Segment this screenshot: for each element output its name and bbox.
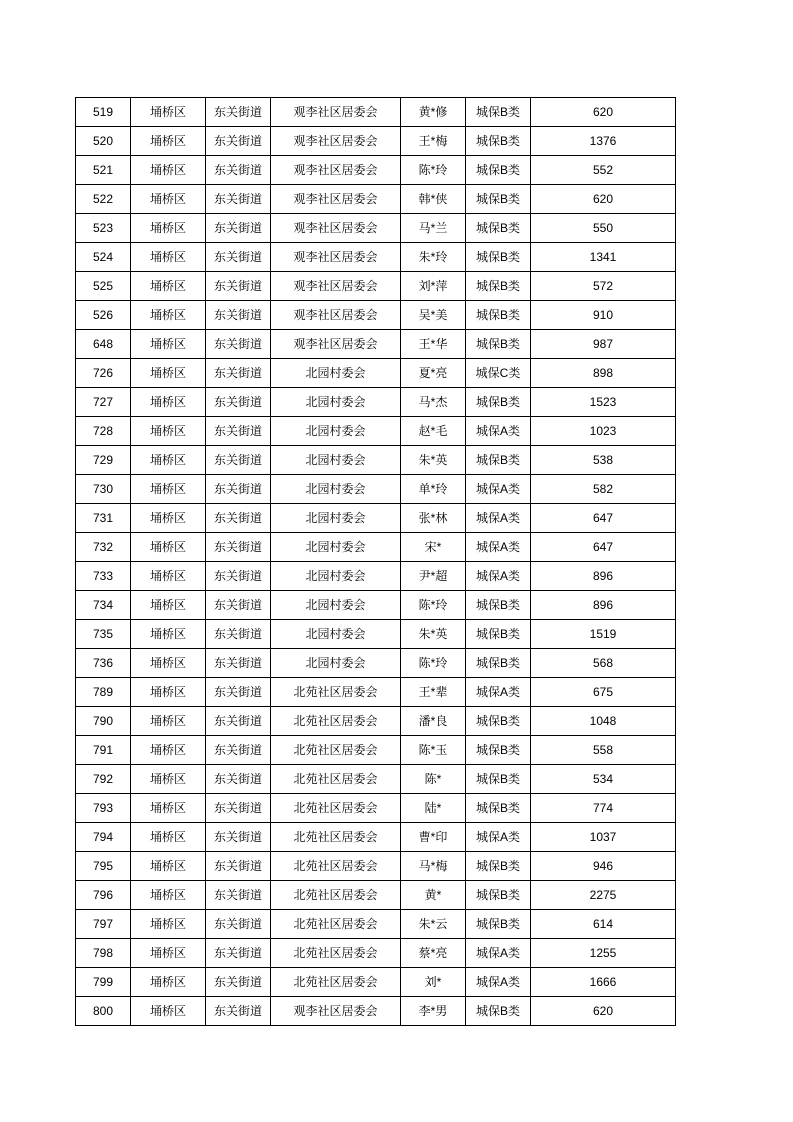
cell-committee: 北苑社区居委会 [271, 736, 401, 765]
cell-committee: 北苑社区居委会 [271, 765, 401, 794]
cell-category: 城保B类 [466, 156, 531, 185]
table-row [76, 156, 676, 185]
cell-district: 埇桥区 [131, 939, 206, 968]
cell-category: 城保B类 [466, 620, 531, 649]
cell-district: 埇桥区 [131, 794, 206, 823]
cell-amount: 620 [531, 997, 676, 1026]
table-row [76, 417, 676, 446]
cell-category: 城保B类 [466, 388, 531, 417]
cell-district: 埇桥区 [131, 127, 206, 156]
cell-street: 东关街道 [206, 127, 271, 156]
cell-amount: 1255 [531, 939, 676, 968]
cell-district: 埇桥区 [131, 272, 206, 301]
subsistence-allowance-table [75, 97, 676, 1026]
cell-seq: 729 [76, 446, 131, 475]
cell-amount: 582 [531, 475, 676, 504]
cell-seq: 524 [76, 243, 131, 272]
cell-street: 东关街道 [206, 620, 271, 649]
cell-district: 埇桥区 [131, 330, 206, 359]
cell-district: 埇桥区 [131, 852, 206, 881]
cell-category: 城保B类 [466, 185, 531, 214]
cell-district: 埇桥区 [131, 620, 206, 649]
cell-category: 城保A类 [466, 678, 531, 707]
cell-committee: 观李社区居委会 [271, 214, 401, 243]
cell-committee: 观李社区居委会 [271, 98, 401, 127]
table-row [76, 794, 676, 823]
cell-category: 城保B类 [466, 214, 531, 243]
cell-seq: 792 [76, 765, 131, 794]
cell-category: 城保B类 [466, 243, 531, 272]
cell-amount: 534 [531, 765, 676, 794]
cell-person-name: 马*兰 [401, 214, 466, 243]
cell-person-name: 曹*印 [401, 823, 466, 852]
cell-committee: 观李社区居委会 [271, 127, 401, 156]
table-row [76, 301, 676, 330]
cell-street: 东关街道 [206, 156, 271, 185]
cell-person-name: 刘* [401, 968, 466, 997]
cell-amount: 568 [531, 649, 676, 678]
cell-seq: 519 [76, 98, 131, 127]
cell-committee: 观李社区居委会 [271, 272, 401, 301]
cell-committee: 观李社区居委会 [271, 997, 401, 1026]
cell-committee: 北园村委会 [271, 620, 401, 649]
cell-committee: 北苑社区居委会 [271, 794, 401, 823]
cell-category: 城保A类 [466, 533, 531, 562]
cell-person-name: 赵*毛 [401, 417, 466, 446]
cell-seq: 789 [76, 678, 131, 707]
cell-amount: 550 [531, 214, 676, 243]
table-row [76, 330, 676, 359]
cell-street: 东关街道 [206, 417, 271, 446]
table-row [76, 910, 676, 939]
cell-street: 东关街道 [206, 881, 271, 910]
cell-committee: 北苑社区居委会 [271, 910, 401, 939]
cell-seq: 648 [76, 330, 131, 359]
cell-committee: 北园村委会 [271, 504, 401, 533]
cell-person-name: 王*华 [401, 330, 466, 359]
cell-amount: 647 [531, 533, 676, 562]
cell-committee: 北苑社区居委会 [271, 707, 401, 736]
cell-amount: 558 [531, 736, 676, 765]
cell-street: 东关街道 [206, 678, 271, 707]
cell-amount: 987 [531, 330, 676, 359]
cell-amount: 1666 [531, 968, 676, 997]
cell-committee: 观李社区居委会 [271, 301, 401, 330]
cell-person-name: 夏*亮 [401, 359, 466, 388]
cell-street: 东关街道 [206, 243, 271, 272]
table-row [76, 533, 676, 562]
cell-category: 城保B类 [466, 997, 531, 1026]
cell-person-name: 马*梅 [401, 852, 466, 881]
table-row [76, 214, 676, 243]
table-row [76, 359, 676, 388]
cell-seq: 521 [76, 156, 131, 185]
table-row [76, 185, 676, 214]
cell-person-name: 陈*玉 [401, 736, 466, 765]
cell-street: 东关街道 [206, 98, 271, 127]
cell-amount: 1048 [531, 707, 676, 736]
cell-amount: 896 [531, 591, 676, 620]
cell-amount: 620 [531, 185, 676, 214]
cell-category: 城保A类 [466, 417, 531, 446]
cell-street: 东关街道 [206, 446, 271, 475]
cell-amount: 774 [531, 794, 676, 823]
cell-seq: 795 [76, 852, 131, 881]
cell-category: 城保B类 [466, 881, 531, 910]
table-row [76, 272, 676, 301]
cell-district: 埇桥区 [131, 185, 206, 214]
cell-category: 城保A类 [466, 968, 531, 997]
table-row [76, 736, 676, 765]
cell-category: 城保B类 [466, 910, 531, 939]
cell-committee: 北园村委会 [271, 359, 401, 388]
cell-person-name: 朱*玲 [401, 243, 466, 272]
cell-committee: 观李社区居委会 [271, 330, 401, 359]
cell-person-name: 潘*良 [401, 707, 466, 736]
cell-amount: 946 [531, 852, 676, 881]
cell-category: 城保B类 [466, 707, 531, 736]
cell-amount: 675 [531, 678, 676, 707]
cell-street: 东关街道 [206, 707, 271, 736]
cell-category: 城保C类 [466, 359, 531, 388]
cell-person-name: 黄*修 [401, 98, 466, 127]
cell-street: 东关街道 [206, 330, 271, 359]
cell-person-name: 王*辈 [401, 678, 466, 707]
cell-seq: 794 [76, 823, 131, 852]
cell-person-name: 马*杰 [401, 388, 466, 417]
cell-street: 东关街道 [206, 968, 271, 997]
cell-person-name: 王*梅 [401, 127, 466, 156]
cell-committee: 观李社区居委会 [271, 243, 401, 272]
cell-street: 东关街道 [206, 301, 271, 330]
cell-seq: 727 [76, 388, 131, 417]
cell-street: 东关街道 [206, 997, 271, 1026]
cell-seq: 525 [76, 272, 131, 301]
cell-district: 埇桥区 [131, 562, 206, 591]
cell-committee: 北园村委会 [271, 446, 401, 475]
cell-district: 埇桥区 [131, 678, 206, 707]
table-body [76, 98, 676, 1026]
cell-district: 埇桥区 [131, 214, 206, 243]
cell-committee: 观李社区居委会 [271, 185, 401, 214]
cell-street: 东关街道 [206, 475, 271, 504]
cell-district: 埇桥区 [131, 243, 206, 272]
table-row [76, 649, 676, 678]
cell-committee: 北苑社区居委会 [271, 678, 401, 707]
table-row [76, 620, 676, 649]
cell-amount: 1023 [531, 417, 676, 446]
cell-district: 埇桥区 [131, 156, 206, 185]
cell-street: 东关街道 [206, 794, 271, 823]
cell-category: 城保B类 [466, 98, 531, 127]
cell-category: 城保A类 [466, 562, 531, 591]
cell-person-name: 陈*玲 [401, 591, 466, 620]
cell-committee: 北苑社区居委会 [271, 881, 401, 910]
cell-seq: 523 [76, 214, 131, 243]
table-row [76, 591, 676, 620]
table-row [76, 823, 676, 852]
cell-seq: 736 [76, 649, 131, 678]
cell-committee: 观李社区居委会 [271, 156, 401, 185]
cell-amount: 572 [531, 272, 676, 301]
cell-seq: 796 [76, 881, 131, 910]
cell-committee: 北园村委会 [271, 417, 401, 446]
cell-amount: 552 [531, 156, 676, 185]
table-row [76, 997, 676, 1026]
cell-amount: 538 [531, 446, 676, 475]
cell-seq: 730 [76, 475, 131, 504]
cell-district: 埇桥区 [131, 910, 206, 939]
cell-seq: 732 [76, 533, 131, 562]
cell-district: 埇桥区 [131, 881, 206, 910]
cell-committee: 北苑社区居委会 [271, 823, 401, 852]
cell-committee: 北园村委会 [271, 591, 401, 620]
cell-person-name: 陈*玲 [401, 156, 466, 185]
cell-amount: 2275 [531, 881, 676, 910]
table-row [76, 504, 676, 533]
cell-person-name: 陈*玲 [401, 649, 466, 678]
cell-category: 城保B类 [466, 446, 531, 475]
cell-street: 东关街道 [206, 214, 271, 243]
cell-category: 城保A类 [466, 939, 531, 968]
cell-committee: 北苑社区居委会 [271, 968, 401, 997]
cell-amount: 896 [531, 562, 676, 591]
cell-person-name: 张*林 [401, 504, 466, 533]
cell-person-name: 黄* [401, 881, 466, 910]
cell-street: 东关街道 [206, 359, 271, 388]
cell-district: 埇桥区 [131, 417, 206, 446]
table-row [76, 98, 676, 127]
cell-district: 埇桥区 [131, 649, 206, 678]
cell-street: 东关街道 [206, 823, 271, 852]
cell-category: 城保B类 [466, 272, 531, 301]
table-row [76, 388, 676, 417]
table-row [76, 562, 676, 591]
cell-street: 东关街道 [206, 591, 271, 620]
cell-person-name: 刘*萍 [401, 272, 466, 301]
table-row [76, 475, 676, 504]
cell-seq: 800 [76, 997, 131, 1026]
cell-seq: 728 [76, 417, 131, 446]
cell-street: 东关街道 [206, 736, 271, 765]
cell-category: 城保B类 [466, 852, 531, 881]
cell-category: 城保B类 [466, 736, 531, 765]
cell-committee: 北园村委会 [271, 562, 401, 591]
cell-committee: 北园村委会 [271, 388, 401, 417]
cell-district: 埇桥区 [131, 823, 206, 852]
cell-street: 东关街道 [206, 939, 271, 968]
table-row [76, 446, 676, 475]
cell-district: 埇桥区 [131, 997, 206, 1026]
cell-amount: 1376 [531, 127, 676, 156]
cell-committee: 北园村委会 [271, 533, 401, 562]
cell-district: 埇桥区 [131, 533, 206, 562]
cell-district: 埇桥区 [131, 301, 206, 330]
cell-street: 东关街道 [206, 272, 271, 301]
cell-person-name: 尹*超 [401, 562, 466, 591]
cell-seq: 790 [76, 707, 131, 736]
cell-seq: 726 [76, 359, 131, 388]
cell-district: 埇桥区 [131, 968, 206, 997]
cell-street: 东关街道 [206, 388, 271, 417]
cell-seq: 799 [76, 968, 131, 997]
cell-person-name: 陆* [401, 794, 466, 823]
cell-committee: 北苑社区居委会 [271, 852, 401, 881]
cell-street: 东关街道 [206, 649, 271, 678]
cell-committee: 北园村委会 [271, 649, 401, 678]
cell-category: 城保A类 [466, 504, 531, 533]
cell-person-name: 蔡*亮 [401, 939, 466, 968]
cell-seq: 791 [76, 736, 131, 765]
cell-person-name: 单*玲 [401, 475, 466, 504]
cell-category: 城保A类 [466, 475, 531, 504]
cell-street: 东关街道 [206, 765, 271, 794]
table-row [76, 939, 676, 968]
cell-person-name: 陈* [401, 765, 466, 794]
cell-category: 城保B类 [466, 765, 531, 794]
cell-seq: 798 [76, 939, 131, 968]
cell-district: 埇桥区 [131, 736, 206, 765]
cell-seq: 733 [76, 562, 131, 591]
cell-seq: 526 [76, 301, 131, 330]
cell-amount: 898 [531, 359, 676, 388]
cell-seq: 793 [76, 794, 131, 823]
cell-seq: 522 [76, 185, 131, 214]
cell-person-name: 吴*美 [401, 301, 466, 330]
table-row [76, 968, 676, 997]
cell-district: 埇桥区 [131, 359, 206, 388]
cell-category: 城保B类 [466, 591, 531, 620]
cell-amount: 614 [531, 910, 676, 939]
cell-person-name: 韩*侠 [401, 185, 466, 214]
cell-street: 东关街道 [206, 533, 271, 562]
cell-seq: 735 [76, 620, 131, 649]
table-row [76, 765, 676, 794]
cell-amount: 910 [531, 301, 676, 330]
cell-street: 东关街道 [206, 852, 271, 881]
cell-category: 城保B类 [466, 330, 531, 359]
cell-seq: 731 [76, 504, 131, 533]
cell-person-name: 朱*云 [401, 910, 466, 939]
cell-category: 城保B类 [466, 794, 531, 823]
cell-district: 埇桥区 [131, 707, 206, 736]
cell-street: 东关街道 [206, 504, 271, 533]
cell-district: 埇桥区 [131, 446, 206, 475]
cell-street: 东关街道 [206, 910, 271, 939]
cell-district: 埇桥区 [131, 591, 206, 620]
cell-seq: 734 [76, 591, 131, 620]
cell-district: 埇桥区 [131, 504, 206, 533]
cell-amount: 1519 [531, 620, 676, 649]
cell-amount: 1037 [531, 823, 676, 852]
cell-category: 城保A类 [466, 823, 531, 852]
cell-district: 埇桥区 [131, 765, 206, 794]
cell-person-name: 朱*英 [401, 446, 466, 475]
cell-category: 城保B类 [466, 649, 531, 678]
cell-person-name: 宋* [401, 533, 466, 562]
cell-committee: 北园村委会 [271, 475, 401, 504]
cell-street: 东关街道 [206, 185, 271, 214]
cell-amount: 1341 [531, 243, 676, 272]
cell-district: 埇桥区 [131, 98, 206, 127]
cell-district: 埇桥区 [131, 388, 206, 417]
table-row [76, 678, 676, 707]
table-row [76, 127, 676, 156]
cell-street: 东关街道 [206, 562, 271, 591]
cell-district: 埇桥区 [131, 475, 206, 504]
cell-person-name: 李*男 [401, 997, 466, 1026]
table-row [76, 881, 676, 910]
cell-committee: 北苑社区居委会 [271, 939, 401, 968]
cell-category: 城保B类 [466, 301, 531, 330]
cell-amount: 1523 [531, 388, 676, 417]
table-row [76, 707, 676, 736]
table-row [76, 852, 676, 881]
table-row [76, 243, 676, 272]
cell-amount: 647 [531, 504, 676, 533]
cell-category: 城保B类 [466, 127, 531, 156]
cell-seq: 520 [76, 127, 131, 156]
cell-amount: 620 [531, 98, 676, 127]
cell-person-name: 朱*英 [401, 620, 466, 649]
cell-seq: 797 [76, 910, 131, 939]
